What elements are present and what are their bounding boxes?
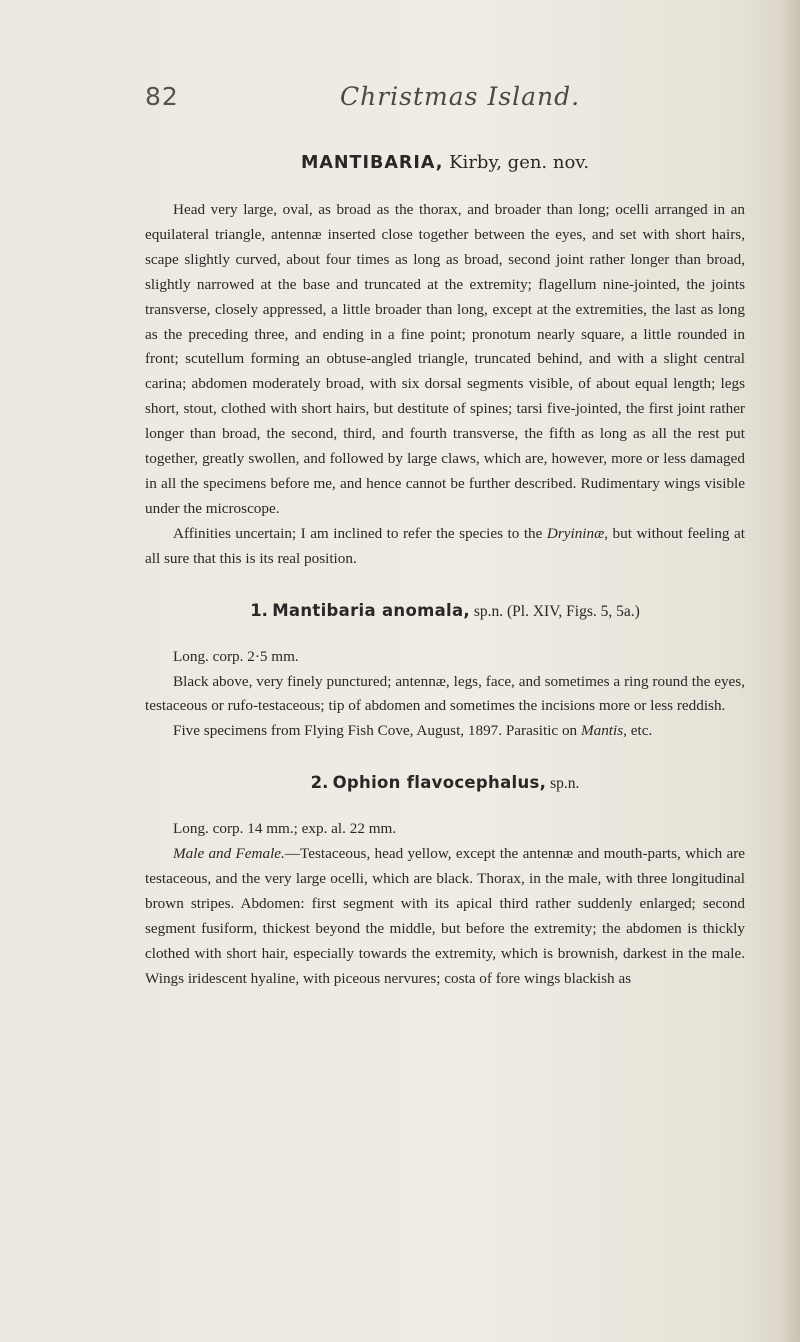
affinities-subfamily: Dryininæ [546, 524, 605, 542]
page-content [145, 150, 745, 992]
species-author: sp.n. [546, 775, 580, 793]
genus-heading [145, 150, 745, 176]
species-1-description [145, 670, 745, 720]
affinities-text-after: , but without feeling at all sure that this is its real position. [145, 524, 745, 567]
text-after: —Testaceous, head yellow, except the antennæ and mouth-parts, which are testaceous, and the very large ocelli, which are black. Thorax, in the male, with three longitudinal brown stripes. Abdomen: first segment with its apical third rather suddenly enlarged; second segment fusiform, thickest beyond the middle, but before the extremity; the abdomen is thickly clothed with short hair, especially towards the extremity, which is brownish, darkest in the male. Wings iridescent hyaline, with piceous nervures; costa of fore wings blackish as [145, 845, 746, 987]
species-author: sp.n. [469, 602, 504, 620]
page-edge-shadow [778, 0, 800, 1342]
species-heading-2 [145, 770, 745, 797]
genus-authority: Kirby, gen. nov. [443, 152, 590, 173]
sex-label: Male and Female. [173, 845, 285, 863]
genus-description: Head very large, oval, as broad as the thorax, and broader than long; ocelli arranged in an equilateral triangle, antennæ inserted close together between the eyes, and set with short hairs, scape slightly curved, about four times as long as broad, second joint rather longer than broad, slightly narrowed at the base and truncated at the extremity; flagellum nine-jointed, the joints transverse, closely appressed, a little broader than long, except at the extremities, the last as long as the preceding three, and ending in a fine point; pronotum nearly square, a little rounded in front; scutellum forming an obtuse-angled triangle, truncated behind, and with a slight central carina; abdomen moderately broad, with six dorsal segments visible, of about equal length; legs short, stout, clothed with short hairs, but destitute of spines; tarsi five-jointed, the first joint rather longer than broad, the second, third, and fourth transverse, the fifth as long as all the rest put together, greatly swollen, and followed by large claws, which are, however, more or less damaged in all the specimens before me, and hence cannot be further described. Rudimentary wings visible under the microscope. [145, 201, 745, 517]
species-2-description [145, 842, 745, 991]
species-1-locality [145, 719, 745, 744]
species-name: Mantibaria anomala, [272, 600, 470, 620]
species-2-measurement: Long. corp. 14 mm.; exp. al. 22 mm. [173, 820, 397, 838]
species-number: 1. [250, 600, 268, 620]
text-before: Black above, very finely punctured; antennæ, legs, face, and sometimes a ring round the eyes, testaceous or rufo-testaceous; tip of abdomen and sometimes the incisions more or less reddish. [145, 672, 745, 715]
species-number: 2. [310, 773, 329, 793]
species-name: Ophion flavocephalus, [332, 773, 547, 793]
text-before: Five specimens from Flying Fish Cove, August, 1897. Parasitic on [173, 722, 581, 740]
plate-reference: (Pl. XIV, Figs. 5, 5a.) [503, 602, 640, 620]
text-after: , etc. [623, 722, 653, 740]
affinities-paragraph [145, 522, 745, 572]
genus-name: MANTIBARIA, [300, 153, 444, 173]
host-genus: Mantis [580, 722, 624, 740]
species-1-measurement: Long. corp. 2·5 mm. [173, 647, 299, 665]
species-heading-1 [145, 598, 745, 625]
page-number: 82 [145, 82, 179, 111]
running-title: Christmas Island. [340, 82, 581, 111]
affinities-text-before: Affinities uncertain; I am inclined to refer the species to the [173, 524, 547, 542]
running-head [0, 82, 800, 122]
